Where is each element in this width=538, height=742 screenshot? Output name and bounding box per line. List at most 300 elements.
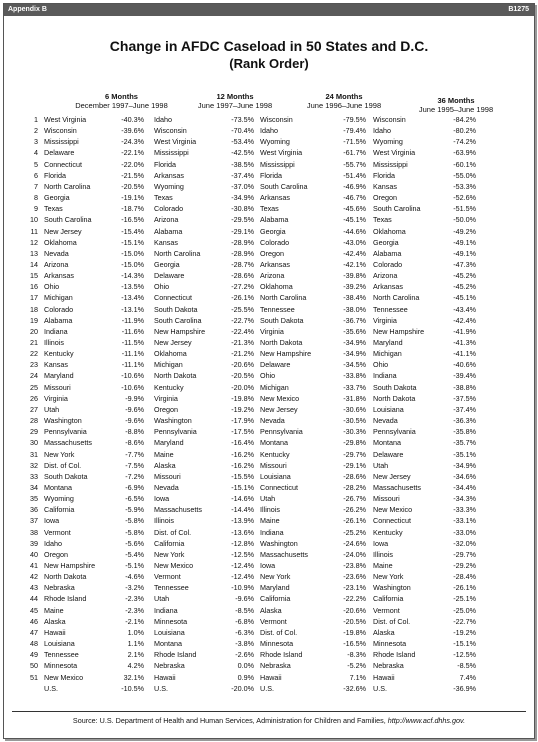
percent-change: -45.1% [453,293,476,303]
state-name: Missouri [154,471,181,481]
state-name: Idaho [44,538,62,548]
state-name: New Hampshire [44,561,96,570]
percent-change: -42.4% [453,315,476,325]
state-name: Connecticut [260,482,298,492]
rank-number: 2 [34,126,38,136]
state-name: Georgia [260,226,286,236]
state-name: Indiana [154,605,178,615]
page-header-bar [4,4,534,16]
state-name: Michigan [260,382,289,392]
state-name: Missouri [44,382,71,392]
state-name: Virginia [154,393,178,403]
percent-change: -20.6% [231,360,254,370]
percent-change: -19.1% [121,193,144,203]
state-name: Wisconsin [373,115,406,124]
percent-change: -13.6% [231,527,254,537]
rank-number: 23 [30,360,38,370]
percent-change: -29.5% [231,215,254,225]
percent-change: -20.0% [231,382,254,392]
state-name: Tennessee [154,583,189,593]
state-name: Massachusetts [260,549,308,559]
table-row [4,460,534,471]
state-name: South Carolina [260,181,308,191]
percent-change: -6.3% [235,627,254,637]
state-name: Connecticut [44,159,82,169]
percent-change: -5.2% [347,661,366,671]
percent-change: -16.2% [231,460,254,470]
percent-change: -61.7% [343,148,366,158]
state-name: Mississippi [44,137,79,147]
state-name: Wisconsin [44,126,77,136]
percent-change: -45.1% [343,215,366,225]
table-row [4,326,534,337]
percent-change: -5.6% [125,538,144,548]
percent-change: -84.2% [453,115,476,124]
state-name: Nevada [44,248,69,258]
table-row [4,170,534,181]
state-name: Ohio [154,282,170,292]
state-name: Georgia [154,259,180,269]
percent-change: -11.1% [121,349,144,359]
percent-change: -13.1% [121,304,144,314]
state-name: Dist. of Col. [154,527,192,537]
state-name: Connecticut [373,516,411,526]
table-row [4,192,534,203]
state-name: New Jersey [373,471,411,481]
state-name: Colorado [373,259,403,269]
state-name: Vermont [44,527,71,537]
percent-change: -29.2% [453,561,476,570]
rank-number: 24 [30,371,38,381]
percent-change: -9.6% [235,594,254,604]
percent-change: -36.3% [453,416,476,426]
state-name: Missouri [260,460,287,470]
state-name: New Jersey [154,338,192,347]
state-name: South Carolina [373,204,421,214]
percent-change: -28.9% [231,248,254,258]
state-name: Texas [373,215,392,225]
state-name: Hawaii [154,672,176,682]
table-row [4,593,534,604]
state-name: Michigan [44,293,73,303]
rank-number: 50 [30,661,38,671]
state-name: North Carolina [260,293,307,303]
source-note [4,716,534,725]
state-name: New York [154,549,185,559]
percent-change: -20.0% [231,683,254,693]
column-header-36-months [398,96,514,114]
state-name: Maine [154,449,174,459]
state-name: Rhode Island [44,594,87,604]
percent-change: -5.4% [125,549,144,559]
rank-number: 22 [30,349,38,359]
state-name: Dist. of Col. [260,627,298,637]
state-name: Wyoming [154,181,184,191]
state-name: Oregon [154,404,178,414]
percent-change: -29.7% [453,549,476,559]
state-name: Idaho [154,115,172,124]
percent-change: -74.2% [453,137,476,147]
percent-change: -28.9% [231,237,254,247]
percent-change: -33.3% [453,505,476,515]
table-row [4,549,534,560]
table-row [4,437,534,448]
table-row [4,527,534,538]
percent-change: -22.1% [121,148,144,158]
percent-change: 2.1% [127,650,144,660]
percent-change: -26.1% [231,293,254,303]
percent-change: -19.8% [231,393,254,403]
source-text: Source: U.S. Department of Health and Human Services, Administration for Children and Families, [72,716,388,725]
percent-change: -29.1% [343,460,366,470]
percent-change: -36.7% [343,315,366,325]
state-name: Hawaii [260,672,282,682]
state-name: Georgia [44,193,70,203]
percent-change: -40.3% [121,115,144,124]
percent-change: -33.1% [453,516,476,526]
state-name: Delaware [260,360,291,370]
table-row [4,426,534,437]
percent-change: -19.2% [453,627,476,637]
percent-change: -22.0% [121,159,144,169]
percent-change: -37.5% [453,393,476,403]
percent-change: -53.4% [231,137,254,147]
percent-change: -12.5% [453,650,476,660]
state-name: Idaho [260,126,278,136]
rank-number: 30 [30,438,38,448]
state-name: Nevada [373,416,398,426]
state-name: Alaska [154,460,176,470]
percent-change: -46.7% [343,193,366,203]
rank-number: 32 [30,460,38,470]
rank-number: 12 [30,237,38,247]
percent-change: -26.1% [343,516,366,526]
state-name: Dist. of Col. [44,460,82,470]
appendix-label: Appendix B [8,6,47,13]
percent-change: -30.6% [343,404,366,414]
percent-change: -34.9% [231,193,254,203]
table-row [4,292,534,303]
state-name: Florida [154,159,176,169]
state-name: Illinois [373,549,393,559]
table-row [4,649,534,660]
table-row [4,616,534,627]
percent-change: -34.9% [343,349,366,359]
column-range: June 1997–June 1998 [197,101,273,110]
rank-number: 21 [30,338,38,347]
percent-change: -29.8% [343,438,366,448]
state-name: South Carolina [154,315,202,325]
state-name: Mississippi [373,159,408,169]
state-name: Wisconsin [260,115,293,124]
rank-number: 1 [34,115,38,124]
percent-change: -29.1% [231,226,254,236]
percent-change: -17.9% [231,416,254,426]
table-row [4,237,534,248]
table-row [4,571,534,582]
state-name: Texas [44,204,63,214]
percent-change: -45.6% [343,204,366,214]
percent-change: -20.5% [231,371,254,381]
state-name: Delaware [44,148,75,158]
percent-change: -11.9% [121,315,144,325]
percent-change: -6.5% [125,494,144,504]
state-name: Montana [260,438,288,448]
state-name: Washington [260,538,298,548]
state-name: Maryland [260,583,290,593]
state-name: Kentucky [260,449,290,459]
percent-change: -22.7% [231,315,254,325]
rank-number: 49 [30,650,38,660]
percent-change: -3.8% [235,639,254,649]
percent-change: -73.5% [231,115,254,124]
percent-change: -32.0% [453,538,476,548]
percent-change: -41.3% [453,338,476,347]
state-name: Michigan [373,349,402,359]
rank-number: 9 [34,204,38,214]
percent-change: 7.4% [459,672,476,682]
percent-change: -3.2% [125,583,144,593]
state-name: South Dakota [373,382,417,392]
percent-change: -16.4% [231,438,254,448]
state-name: Georgia [373,237,399,247]
state-name: Idaho [373,126,391,136]
rank-number: 3 [34,137,38,147]
percent-change: -24.0% [343,549,366,559]
state-name: Virginia [260,326,284,336]
percent-change: -33.0% [453,527,476,537]
percent-change: -39.8% [343,271,366,281]
percent-change: -2.3% [125,605,144,615]
rank-number: 40 [30,549,38,559]
state-name: Maryland [44,371,74,381]
percent-change: -15.5% [231,471,254,481]
state-name: Indiana [44,326,68,336]
state-name: Arkansas [373,282,403,292]
state-name: Wyoming [44,494,74,504]
percent-change: -20.6% [343,605,366,615]
state-name: South Dakota [44,471,88,481]
percent-change: -35.8% [453,427,476,437]
percent-change: -15.0% [121,259,144,269]
percent-change: -7.2% [125,471,144,481]
state-name: Minnesota [373,639,407,649]
column-period: 12 Months [216,92,254,101]
percent-change: -26.7% [343,494,366,504]
table-row [4,348,534,359]
percent-change: -14.3% [121,271,144,281]
state-name: Maryland [373,338,403,347]
rank-number: 10 [30,215,38,225]
state-name: Florida [260,170,282,180]
state-name: Oregon [373,193,397,203]
state-name: Minnesota [260,639,294,649]
source-url[interactable]: http://www.acf.dhhs.gov. [387,716,466,725]
state-name: Colorado [154,204,184,214]
percent-change: -15.4% [121,226,144,236]
rank-number: 6 [34,170,38,180]
state-name: New York [260,572,291,582]
state-name: Kansas [373,181,397,191]
state-name: Iowa [44,516,60,526]
state-name: Michigan [154,360,183,370]
percent-change: -25.2% [343,527,366,537]
percent-change: 1.1% [127,639,144,649]
percent-change: -28.2% [343,482,366,492]
report-frame [3,3,535,739]
state-name: Nebraska [44,583,75,593]
state-name: Oklahoma [154,349,187,359]
state-name: Illinois [260,505,280,515]
rank-number: 4 [34,148,38,158]
table-row [4,482,534,493]
state-name: Colorado [260,237,290,247]
state-name: West Virginia [373,148,416,158]
state-name: Massachusetts [154,505,202,515]
column-header-12-months [180,92,290,110]
state-name: Utah [260,494,276,504]
percent-change: 0.9% [237,672,254,682]
state-name: Kentucky [154,382,184,392]
state-name: North Dakota [260,338,303,347]
state-name: Maryland [154,438,184,448]
percent-change: -50.0% [453,215,476,225]
table-row [4,359,534,370]
state-name: Indiana [373,371,397,381]
percent-change: -38.5% [231,159,254,169]
table-row [4,226,534,237]
percent-change: -30.5% [343,416,366,426]
state-name: U.S. [260,683,274,693]
state-name: Rhode Island [260,650,303,660]
state-name: Ohio [373,360,389,370]
state-name: New Hampshire [373,326,425,336]
percent-change: -8.3% [347,650,366,660]
table-row [4,214,534,225]
rank-number: 44 [30,594,38,604]
state-name: Wisconsin [154,126,187,136]
percent-change: -9.6% [125,416,144,426]
state-name: Maine [373,561,393,570]
state-name: North Carolina [373,293,420,303]
rank-number: 20 [30,326,38,336]
state-name: Florida [373,170,395,180]
percent-change: -38.8% [453,382,476,392]
percent-change: -51.4% [343,170,366,180]
percent-change: -7.5% [125,460,144,470]
state-name: California [154,538,185,548]
percent-change: -49.1% [453,237,476,247]
state-name: Arizona [260,271,285,281]
column-header-24-months [288,92,400,110]
state-name: Montana [154,639,182,649]
state-name: Mississippi [260,159,295,169]
percent-change: -34.9% [453,460,476,470]
state-name: South Dakota [154,304,198,314]
percent-change: -49.2% [453,226,476,236]
percent-change: -33.7% [343,382,366,392]
rank-number: 51 [30,672,38,682]
state-name: Vermont [154,572,181,582]
state-name: Alaska [260,605,282,615]
percent-change: -27.2% [231,282,254,292]
percent-change: -22.4% [231,326,254,336]
table-row [4,136,534,147]
state-name: Alabama [260,215,289,225]
rank-number: 18 [30,304,38,314]
state-name: New Hampshire [260,349,312,359]
state-name: North Carolina [44,181,91,191]
percent-change: -15.1% [453,639,476,649]
state-name: Kansas [44,360,68,370]
state-name: Alabama [154,226,183,236]
percent-change: 32.1% [123,672,144,682]
percent-change: -28.6% [343,471,366,481]
percent-change: -42.5% [231,148,254,158]
table-row [4,449,534,460]
state-name: New Mexico [373,505,413,515]
state-name: Tennessee [260,304,295,314]
table-row [4,203,534,214]
percent-change: -2.3% [125,594,144,604]
percent-change: -53.3% [453,181,476,191]
percent-change: -46.9% [343,181,366,191]
state-name: New Hampshire [154,326,206,336]
state-name: Kentucky [44,349,74,359]
percent-change: -25.1% [453,594,476,604]
state-name: Massachusetts [44,438,92,448]
state-name: Delaware [373,449,404,459]
percent-change: -6.8% [235,616,254,626]
rank-number: 14 [30,259,38,269]
percent-change: -8.8% [125,427,144,437]
state-name: Arkansas [260,259,290,269]
percent-change: -28.6% [231,271,254,281]
percent-change: -71.5% [343,137,366,147]
state-name: U.S. [44,683,58,693]
column-period: 36 Months [437,96,475,105]
percent-change: -47.3% [453,259,476,269]
percent-change: -10.6% [121,371,144,381]
percent-change: -12.4% [231,561,254,570]
state-name: Pennsylvania [260,427,303,437]
percent-change: 4.2% [127,661,144,671]
percent-change: -10.6% [121,382,144,392]
state-name: Washington [373,583,411,593]
percent-change: -24.6% [343,538,366,548]
percent-change: -35.6% [343,326,366,336]
column-header-6-months [64,92,179,110]
state-name: North Dakota [44,572,87,582]
table-row [4,114,534,125]
percent-change: -25.0% [453,605,476,615]
state-name: Missouri [373,494,400,504]
percent-change: -35.1% [453,449,476,459]
percent-change: -79.4% [343,126,366,136]
page-subtitle: (Rank Order) [229,56,309,71]
percent-change: -12.8% [231,538,254,548]
rank-number: 47 [30,627,38,637]
percent-change: -9.9% [125,393,144,403]
table-row [4,159,534,170]
percent-change: 7.1% [349,672,366,682]
state-name: Utah [373,460,389,470]
percent-change: -7.7% [125,449,144,459]
percent-change: -42.4% [343,248,366,258]
state-name: Texas [260,204,279,214]
percent-change: -13.9% [231,516,254,526]
rank-number: 13 [30,248,38,258]
